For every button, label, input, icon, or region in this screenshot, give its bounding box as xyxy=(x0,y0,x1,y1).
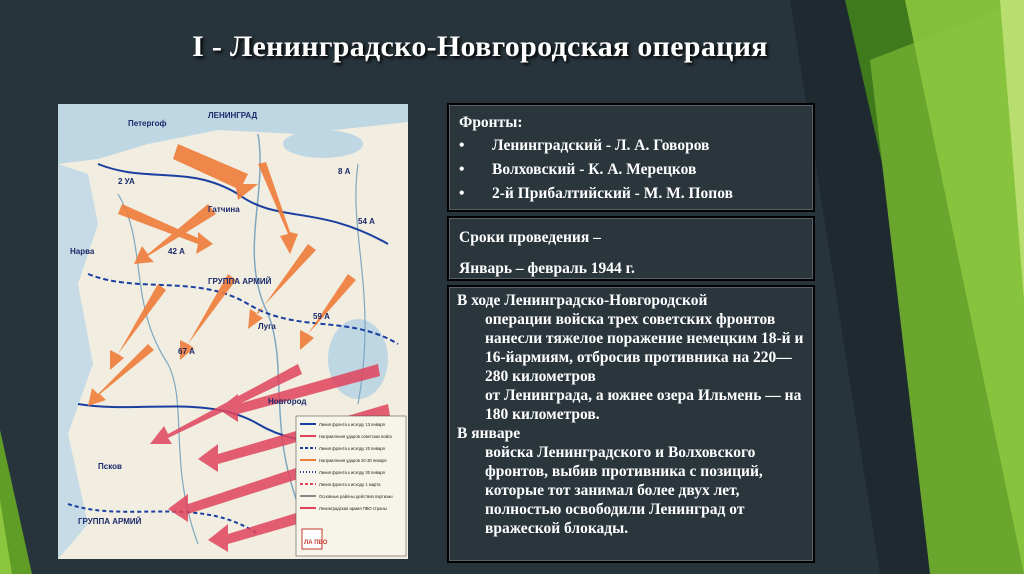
dates-heading: Сроки проведения – xyxy=(459,229,601,246)
svg-text:Псков: Псков xyxy=(98,462,122,471)
svg-text:Линия фронта к исходу 20 январ: Линия фронта к исходу 20 января xyxy=(319,446,385,451)
fronts-heading: Фронты: xyxy=(459,114,523,131)
dates-box xyxy=(447,216,815,281)
fronts-box xyxy=(447,103,815,212)
list-item xyxy=(459,158,803,182)
slide-title: I - Ленинградско-Новгородская операция xyxy=(192,30,768,63)
svg-text:Линия фронта к исходу 1 марта: Линия фронта к исходу 1 марта xyxy=(319,482,381,487)
paragraph-1-lead: В ходе Ленинградско-Новгородской xyxy=(457,292,708,309)
bullet-icon: • xyxy=(459,185,465,202)
svg-text:ГРУППА АРМИЙ: ГРУППА АРМИЙ xyxy=(78,517,142,526)
svg-text:ГРУППА АРМИЙ: ГРУППА АРМИЙ xyxy=(208,277,272,286)
paragraph-2-lead: В январе xyxy=(457,425,521,442)
svg-text:Линия фронта к исходу 13 январ: Линия фронта к исходу 13 января xyxy=(319,422,385,427)
front-label: 2-й Прибалтийский - М. М. Попов xyxy=(492,185,733,202)
description-box xyxy=(447,285,815,563)
svg-text:8 А: 8 А xyxy=(338,167,351,176)
front-label: Ленинградский - Л. А. Говоров xyxy=(492,137,710,154)
map-image xyxy=(58,104,408,559)
svg-text:Направления ударов 20-30 январ: Направления ударов 20-30 января xyxy=(319,458,387,463)
svg-text:67 А: 67 А xyxy=(178,347,195,356)
paragraph-2-body: войска Ленинградского и Волховского фронтов, выбив противника с позиций, которые тот занимал более двух лет, полностью освободили Ленинград от вражеской блокады. xyxy=(485,444,763,537)
bullet-icon: • xyxy=(459,161,465,178)
fronts-list xyxy=(449,134,813,206)
svg-text:ЛЕНИНГРАД: ЛЕНИНГРАД xyxy=(208,111,258,120)
svg-text:Петергоф: Петергоф xyxy=(128,119,167,128)
svg-text:Гатчина: Гатчина xyxy=(208,205,240,214)
svg-text:Основные районы действия парти: Основные районы действия партизан xyxy=(319,494,393,499)
front-label: Волховский - К. А. Мерецков xyxy=(492,161,697,178)
list-item xyxy=(459,134,803,158)
paragraph-1-body: операции войска трех советских фронтов нанесли тяжелое поражение немецким 18-й и 16-йармиям, отбросив противника на 220—280 километров xyxy=(485,311,804,385)
bullet-icon: • xyxy=(459,137,465,154)
svg-text:ЛА ПВО: ЛА ПВО xyxy=(304,540,328,546)
svg-text:Луга: Луга xyxy=(258,322,276,331)
svg-text:54 А: 54 А xyxy=(358,217,375,226)
svg-text:2 УА: 2 УА xyxy=(118,177,135,186)
svg-text:Новгород: Новгород xyxy=(268,397,307,406)
description-text xyxy=(449,287,813,538)
list-item xyxy=(459,182,803,206)
paragraph-1-tail: от Ленинграда, а южнее озера Ильмень — на 180 километров. xyxy=(485,387,802,423)
svg-text:42 А: 42 А xyxy=(168,247,185,256)
svg-text:Направления ударов советских в: Направления ударов советских войск xyxy=(319,434,393,439)
svg-text:Линия фронта к исходу 30 январ: Линия фронта к исходу 30 января xyxy=(319,470,385,475)
dates-value: Январь – февраль 1944 г. xyxy=(459,260,635,277)
svg-text:Ленинградская армия ПВО страны: Ленинградская армия ПВО страны xyxy=(319,506,387,511)
svg-text:59 А: 59 А xyxy=(313,312,330,321)
svg-text:Нарва: Нарва xyxy=(70,247,95,256)
